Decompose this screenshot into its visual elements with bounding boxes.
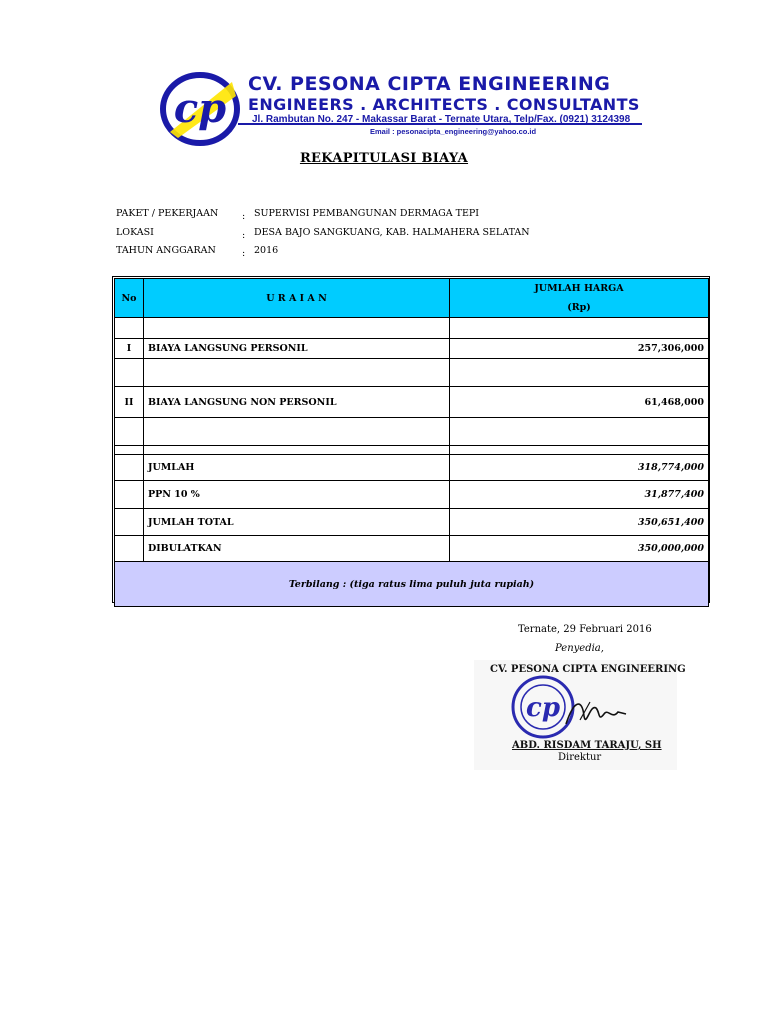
place-date: Ternate, 29 Februari 2016 <box>518 624 652 635</box>
stamp-letters: cp <box>525 693 561 723</box>
terbilang-text: Terbilang : (tiga ratus lima puluh juta rupiah) <box>115 562 709 607</box>
summary-label: JUMLAH TOTAL <box>144 509 450 536</box>
signer-position: Direktur <box>558 752 602 763</box>
summary-row <box>115 536 709 562</box>
summary-row <box>115 455 709 481</box>
cost-recap-table <box>114 278 709 607</box>
header-jumlah-harga <box>450 279 709 318</box>
info-label: TAHUN ANGGARAN <box>116 245 216 256</box>
table-header-row <box>115 279 709 318</box>
terbilang-row <box>115 562 709 607</box>
company-name: CV. PESONA CIPTA ENGINEERING <box>248 73 611 95</box>
info-colon: : <box>242 248 246 259</box>
company-subtitle: ENGINEERS . ARCHITECTS . CONSULTANTS <box>248 95 640 114</box>
table-spacer-row <box>115 418 709 446</box>
signer-role: Penyedia, <box>555 643 604 654</box>
row-no: II <box>115 387 144 418</box>
info-colon: : <box>242 211 246 222</box>
info-colon: : <box>242 229 246 241</box>
table-spacer-row <box>115 359 709 387</box>
handwritten-signature <box>560 694 630 734</box>
row-uraian: BIAYA LANGSUNG PERSONIL <box>144 339 450 359</box>
summary-value: 350,651,400 <box>450 509 709 536</box>
header-harga-line1: JUMLAH HARGA <box>534 283 624 294</box>
summary-value: 350,000,000 <box>450 536 709 562</box>
info-value: DESA BAJO SANGKUANG, KAB. HALMAHERA SELATAN <box>254 226 530 238</box>
info-value: SUPERVISI PEMBANGUNAN DERMAGA TEPI <box>254 208 480 219</box>
table-gap-row <box>115 446 709 455</box>
company-email: Email : pesonacipta_engineering@yahoo.co.id <box>370 127 537 136</box>
row-no: I <box>115 339 144 359</box>
info-label: PAKET / PEKERJAAN <box>116 208 219 219</box>
company-logo <box>160 72 240 146</box>
summary-value: 31,877,400 <box>450 481 709 509</box>
header-harga-line2: (Rp) <box>567 302 591 313</box>
summary-label: PPN 10 % <box>144 481 450 509</box>
table-row <box>115 387 709 418</box>
company-address: Jl. Rambutan No. 247 - Makassar Barat - Ternate Utara, Telp/Fax. (0921) 3124398 <box>252 114 631 125</box>
info-value: 2016 <box>254 245 279 256</box>
stamp-company-name: CV. PESONA CIPTA ENGINEERING <box>490 664 686 675</box>
table-spacer-row <box>115 318 709 339</box>
summary-row <box>115 481 709 509</box>
signer-name: ABD. RISDAM TARAJU, SH <box>512 740 662 751</box>
row-harga: 257,306,000 <box>450 339 709 359</box>
summary-label: JUMLAH <box>144 455 450 481</box>
row-uraian: BIAYA LANGSUNG NON PERSONIL <box>144 387 450 418</box>
document-title: REKAPITULASI BIAYA <box>299 151 469 166</box>
table-row <box>115 339 709 359</box>
summary-label: DIBULATKAN <box>144 536 450 562</box>
info-label: LOKASI <box>116 226 154 238</box>
summary-value: 318,774,000 <box>450 455 709 481</box>
letterhead <box>160 72 645 146</box>
header-uraian: U R A I A N <box>144 279 450 318</box>
logo-letters: cp <box>173 85 227 132</box>
header-no: No <box>115 279 144 318</box>
summary-row <box>115 509 709 536</box>
row-harga: 61,468,000 <box>450 387 709 418</box>
